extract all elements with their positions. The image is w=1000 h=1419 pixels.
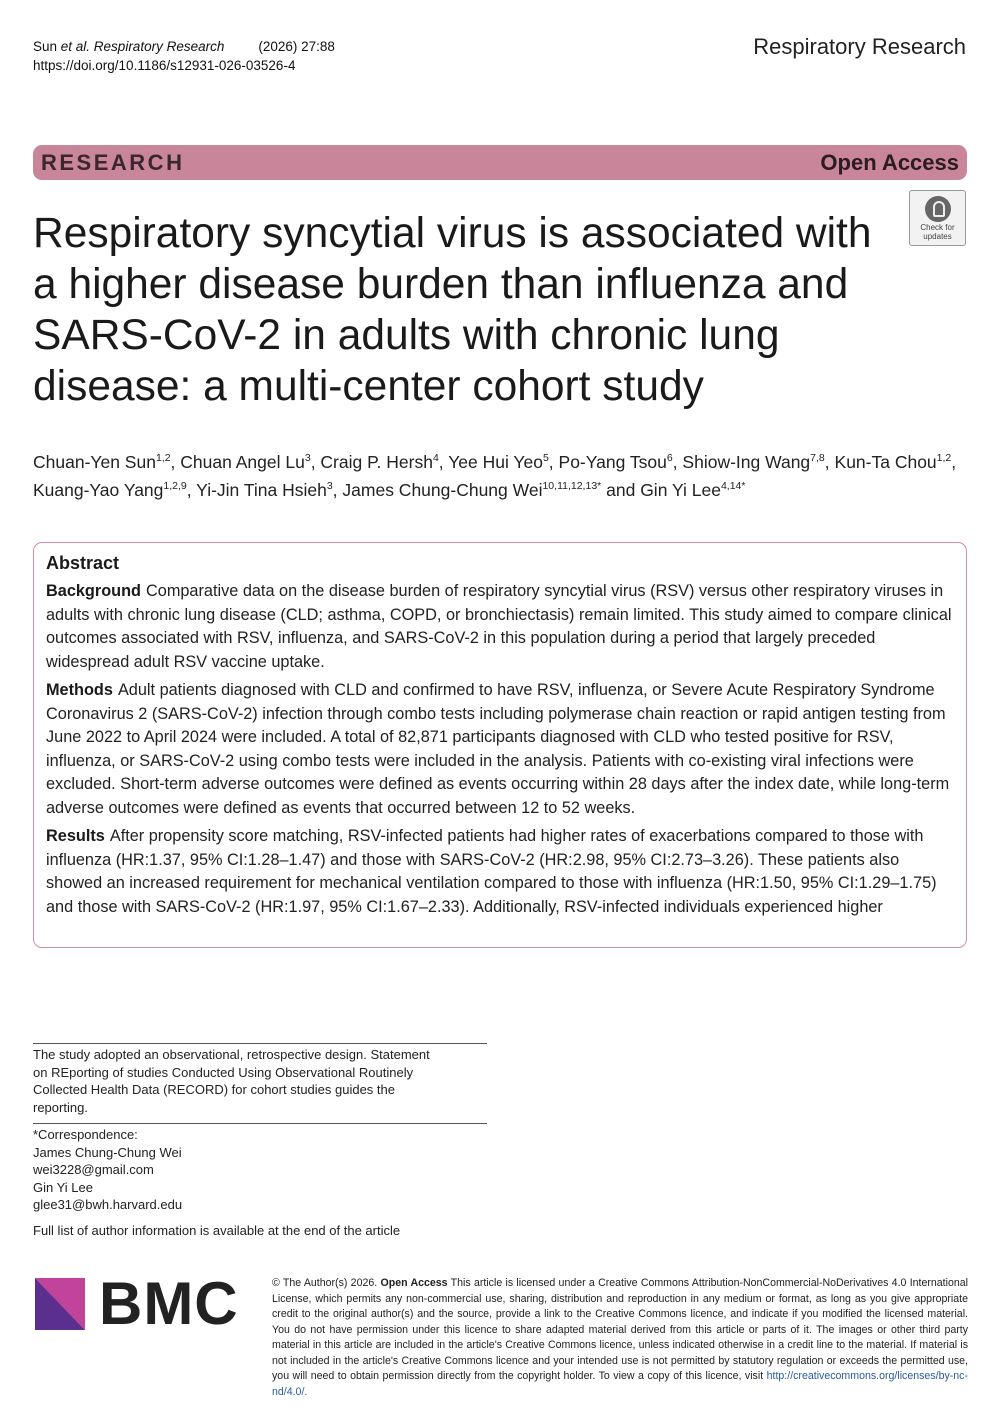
author-name[interactable]: Shiow-Ing Wang xyxy=(682,452,811,472)
author-separator: , xyxy=(824,452,835,472)
abstract-background xyxy=(46,580,954,674)
author-name[interactable]: Chuan-Yen Sun xyxy=(33,452,156,472)
author-separator: , xyxy=(672,452,683,472)
author-affiliation: 4 xyxy=(432,452,439,464)
journal-name: Respiratory Research xyxy=(753,34,966,59)
abstract-results xyxy=(46,825,954,919)
section-text: After propensity score matching, RSV-infected patients had higher rates of exacerbations compared to those with influenza (HR:1.37, 95% CI:1.28–1.47) and those with SARS-CoV-2 (HR:2.98, 95% CI:2.73–3.26). These patients also showed an increased requirement for mechanical ventilation compared to those with influenza (HR:1.50, 95% CI:1.29–1.75) and those with SARS-CoV-2 (HR:1.97, 95% CI:1.67–2.33). Additionally, RSV-infected individuals experienced higher xyxy=(46,827,937,916)
author-separator: , xyxy=(332,480,343,500)
article-type-banner xyxy=(33,145,967,180)
license-open-access: Open Access xyxy=(380,1277,448,1289)
article-title: Respiratory syncytial virus is associated with a higher disease burden than influenza and SARS-CoV-2 in adults with chronic lung disease: a multi-center cohort study xyxy=(33,210,872,410)
check-updates-line2: updates xyxy=(923,232,952,241)
correspondence-name: Gin Yi Lee xyxy=(33,1179,93,1195)
citation-etal: et al. Respiratory Research xyxy=(60,39,225,54)
author-name[interactable]: Po-Yang Tsou xyxy=(558,452,667,472)
author-affiliation: 10,11,12,13* xyxy=(542,480,602,492)
check-for-updates-button[interactable] xyxy=(909,190,966,246)
author-separator: , xyxy=(310,452,321,472)
bmc-logo-text: BMC xyxy=(99,1270,239,1337)
author-name[interactable]: Chuan Angel Lu xyxy=(180,452,305,472)
author-affiliation: 1,2,9 xyxy=(163,480,187,492)
check-updates-line1: Check for xyxy=(920,223,955,232)
citation-volume: (2026) 27:88 xyxy=(258,39,335,54)
author-name[interactable]: Yee Hui Yeo xyxy=(448,452,543,472)
license-body: This article is licensed under a Creative Commons Attribution-NonCommercial-NoDerivatives 4.0 International License, which permits any non-commercial use, sharing, distribution and reproduction in any medium or format, as long as you give appropriate credit to the original author(s) and the source, provide a link to the Creative Commons licence, and indicate if you modified the licensed material. You do not have permission under this licence to share adapted material derived from this article or parts of it. The images or other third party material in this article are included in the article's Creative Commons licence, unless indicated otherwise in a credit line to the material. If material is not included in the article's Creative Commons licence and your intended use is not permitted by statutory regulation or exceeds the permitted use, you will need to obtain permission directly from the copyright holder. To view a copy of this licence, visit xyxy=(272,1277,968,1382)
author-affiliation: 4,14* xyxy=(720,480,746,492)
correspondence-email[interactable]: glee31@bwh.harvard.edu xyxy=(33,1197,183,1212)
author-name[interactable]: Yi-Jin Tina Hsieh xyxy=(196,480,327,500)
section-label: Background xyxy=(46,582,141,600)
author-name[interactable]: Kun-Ta Chou xyxy=(834,452,937,472)
author-separator: , xyxy=(548,452,559,472)
author-name[interactable]: Gin Yi Lee xyxy=(640,480,721,500)
author-separator: and xyxy=(601,480,641,500)
author-separator: , xyxy=(186,480,197,500)
abstract-methods xyxy=(46,679,954,820)
section-label: Results xyxy=(46,827,105,845)
author-affiliation: 5 xyxy=(542,452,549,464)
author-affiliation: 7,8 xyxy=(810,452,825,464)
author-separator: , xyxy=(438,452,449,472)
license-url[interactable]: http://creativecommons.org/licenses/by-nc-nd/4.0/. xyxy=(272,1370,968,1398)
author-affiliation: 1,2 xyxy=(936,452,952,464)
abstract-box xyxy=(33,542,967,948)
author-separator: , xyxy=(951,452,957,472)
footnote-divider xyxy=(33,1043,487,1044)
author-name[interactable]: James Chung-Chung Wei xyxy=(342,480,543,500)
bmc-logo-icon xyxy=(35,1278,85,1330)
section-label: Methods xyxy=(46,681,113,699)
bmc-logo xyxy=(35,1270,239,1337)
author-separator: , xyxy=(170,452,181,472)
footnote-divider xyxy=(33,1123,487,1124)
abstract-heading: Abstract xyxy=(46,553,120,573)
correspondence-label: *Correspondence: xyxy=(33,1127,138,1142)
open-access-label: Open Access xyxy=(820,149,959,175)
correspondence-name: James Chung-Chung Wei xyxy=(33,1144,182,1160)
author-affiliation: 3 xyxy=(326,480,333,492)
author-affiliation: 1,2 xyxy=(155,452,171,464)
copyright-notice: © The Author(s) 2026. xyxy=(272,1277,378,1289)
author-affiliation: 3 xyxy=(304,452,311,464)
section-text: Comparative data on the disease burden of respiratory syncytial virus (RSV) versus other respiratory viruses in adults with chronic lung disease (CLD; asthma, COPD, or bronchiectasis) remain limited. This study aimed to compare clinical outcomes associated with RSV, influenza, and SARS-CoV-2 in this population during a period that largely preceded widespread adult RSV vaccine uptake. xyxy=(46,582,952,671)
section-text: Adult patients diagnosed with CLD and confirmed to have RSV, influenza, or Severe Acute Respiratory Syndrome Coronavirus 2 (SARS-CoV-2) infection through combo tests including polymerase chain reaction or rapid antigen testing from June 2022 to April 2024 were included. A total of 82,871 participants diagnosed with CLD who tested positive for RSV, influenza, or SARS-CoV-2 using combo tests were included in the analysis. Patients with co-existing viral infections were excluded. Short-term adverse outcomes were defined as events occurring within 28 days after the index date, while long-term adverse outcomes were defined as events that occurred between 12 to 52 weeks. xyxy=(46,681,950,817)
doi-link[interactable]: https://doi.org/10.1186/s12931-026-03526-4 xyxy=(33,58,296,73)
article-type-label: RESEARCH xyxy=(41,149,185,175)
correspondence-email[interactable]: wei3228@gmail.com xyxy=(33,1162,154,1177)
study-design-note: The study adopted an observational, retrospective design. Statement on REporting of studies Conducted Using Observational Routinely Collected Health Data (RECORD) for cohort studies guides the reporting. xyxy=(33,1047,430,1115)
author-affiliation: 6 xyxy=(666,452,673,464)
citation xyxy=(33,37,335,75)
author-info-note: Full list of author information is available at the end of the article xyxy=(33,1223,401,1238)
license-text xyxy=(272,1276,968,1400)
author-name[interactable]: Kuang-Yao Yang xyxy=(33,480,164,500)
citation-authors: Sun xyxy=(33,39,61,54)
author-name[interactable]: Craig P. Hersh xyxy=(320,452,433,472)
author-list xyxy=(33,448,978,504)
bookmark-icon xyxy=(925,196,951,222)
correspondence-block xyxy=(33,1126,473,1214)
